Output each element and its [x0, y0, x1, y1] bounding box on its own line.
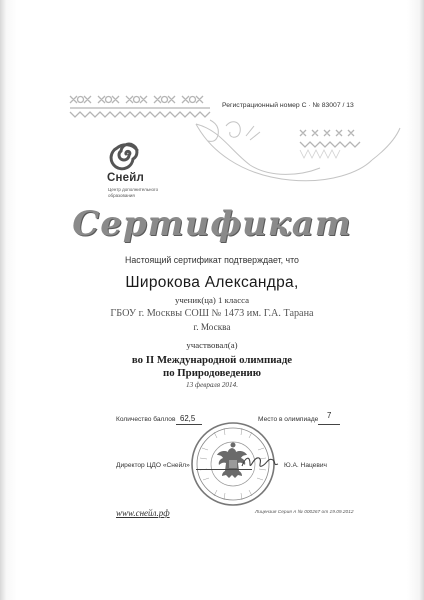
grade-text: ученик(ца) 1 класса [174, 295, 250, 305]
olympiad-title-line1: во II Международной олимпиаде [131, 354, 293, 366]
license-info: Лицензия Серия А № 000267 от 19.09.2012 [255, 510, 354, 515]
place-value: 7 [327, 411, 332, 420]
registration-number: Регистрационный номер С · № 83007 / 13 [222, 102, 354, 109]
director-label: Директор ЦДО «Снейл» [116, 462, 190, 469]
intro-text: Настоящий сертификат подтверждает, что [125, 255, 299, 265]
participated-text: участвовал(а) [186, 340, 238, 350]
brand-name: Снейл [107, 172, 145, 184]
decorative-swirl [196, 120, 400, 181]
website-link[interactable]: www.снейл.рф [116, 508, 170, 518]
director-signature [240, 452, 284, 472]
score-label: Количество баллов [116, 416, 176, 423]
recipient-name: Широкова Александра, [125, 274, 299, 291]
snail-logo-icon [108, 136, 144, 172]
place-label: Место в олимпиаде [258, 416, 319, 423]
director-name: Ю.А. Нацевич [284, 462, 327, 469]
olympiad-title-line2: по Природоведению [162, 367, 262, 379]
certificate-title: Сертификат [72, 204, 352, 244]
city-text: г. Москва [193, 322, 231, 332]
place-underline [318, 424, 340, 425]
olympiad-date: 13 февраля 2014. [185, 381, 239, 389]
score-value: 62,5 [180, 414, 196, 423]
school-name: ГБОУ г. Москвы СОШ № 1473 им. Г.А. Тарана [110, 308, 314, 319]
brand-subtitle: Центр дополнительного образования [108, 187, 159, 198]
